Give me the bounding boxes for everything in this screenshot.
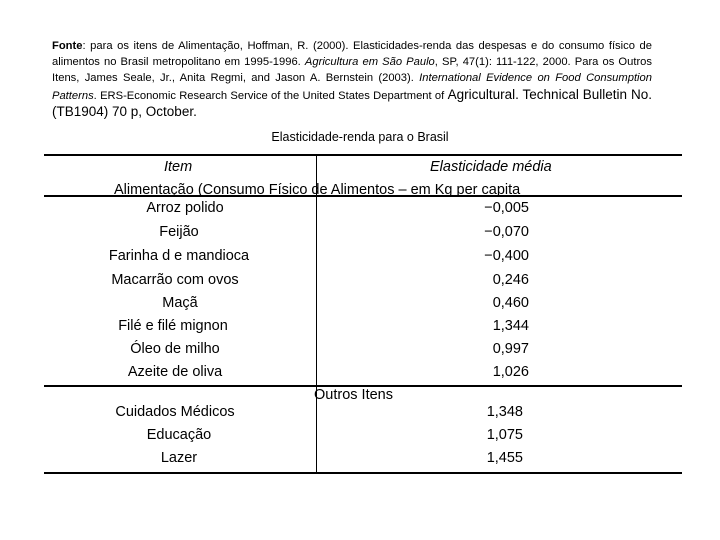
table-row-item: Farinha d e mandioca [108, 248, 250, 264]
source-text-1: : para os itens de Alimentação, Hoffman, R. (2000). Elasticidades-renda das despesas e do consumo físico de alimentos no Brasil metropolitano em 1995-1996. [52, 40, 652, 69]
table-row-item: Lazer [160, 450, 198, 466]
table-row-item: Azeite de oliva [127, 364, 223, 380]
column-header-item: Item [164, 159, 193, 175]
source-citation [52, 38, 652, 121]
source-text-3: . ERS-Economic Research Service of the United States Department of [93, 89, 448, 102]
table-top-rule [44, 154, 682, 156]
table-row-value: −0,005 [484, 200, 529, 216]
table-bottom-rule [44, 472, 682, 474]
table-row-value: 1,348 [486, 404, 523, 420]
table-row-value: 0,460 [492, 295, 529, 311]
table-row-value: −0,400 [484, 248, 529, 264]
table-row-value: 1,344 [492, 318, 529, 334]
table-title: Elasticidade-renda para o Brasil [271, 130, 449, 144]
table-row-value: 0,246 [492, 272, 529, 288]
table-row-item: Arroz polido [146, 200, 224, 216]
table-row-value: 1,075 [486, 427, 523, 443]
column-header-value: Elasticidade média [430, 159, 552, 175]
section-food-label: Alimentação (Consumo Físico de Alimentos – em Kg per capita [114, 182, 521, 198]
table-row-item: Filé e filé mignon [118, 318, 228, 334]
source-label: Fonte [52, 40, 83, 52]
source-journal: Agricultura em São Paulo [304, 56, 435, 69]
table-row-item: Feijão [159, 224, 199, 240]
table-row-item: Maçã [162, 295, 198, 311]
table-row-item: Educação [146, 427, 212, 443]
source-text-2: , SP, 47(1): 111-122, 2000. Para os Outros Itens, James Seale, Jr., Anita Regmi, and Jason A. Bernstein (2003). [52, 56, 653, 85]
table-row-value: 0,997 [492, 341, 529, 357]
source-book: International Evidence on Food Consumption Patterns [52, 72, 652, 102]
table-row-item: Macarrão com ovos [111, 272, 239, 288]
section-other-label: Outros Itens [314, 387, 393, 403]
table-row-value: −0,070 [484, 224, 529, 240]
table-row-value: 1,026 [492, 364, 529, 380]
table-row-item: Cuidados Médicos [115, 404, 235, 420]
source-text-4: Agricultural. Technical Bulletin No. (TB1904) 70 p, October. [52, 86, 652, 119]
table-row-value: 1,455 [486, 450, 523, 466]
table-row-item: Óleo de milho [130, 341, 220, 357]
column-divider [316, 154, 317, 474]
